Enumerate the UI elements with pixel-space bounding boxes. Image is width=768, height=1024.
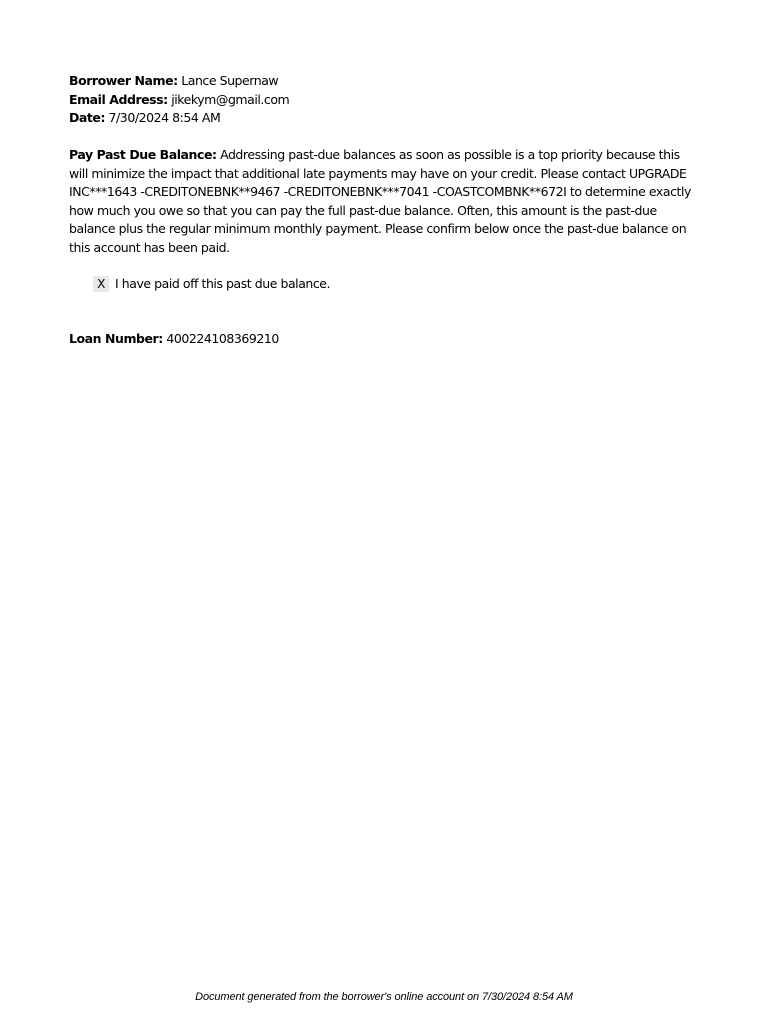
paid-checkbox-label: I have paid off this past due balance. [115,276,331,291]
past-due-text: Addressing past-due balances as soon as possible is a top priority because this will minimize the impact that additional late payments may have on your credit. Please contact UPGRADE INC***1643 -CREDITONEBNK**9467 -CREDITONEBNK***7041 -COASTCOMBNK**672I to determine exactly how much you owe so that you can pay the full past-due balance. Often, this amount is the past-due balance plus the regular minimum monthly payment. Please confirm below once the past-due balance on this account has been paid. [69,147,691,255]
loan-number-value: 400224108369210 [166,330,279,346]
date-line [69,109,699,128]
paid-checkbox[interactable]: X [93,276,109,292]
past-due-label: Pay Past Due Balance: [69,147,217,162]
borrower-name-line [69,72,699,91]
date-label: Date: [69,110,106,125]
paid-confirmation-row[interactable] [93,275,699,294]
document-body [69,72,699,348]
email-label: Email Address: [69,91,168,107]
document-footer: Document generated from the borrower's online account on 7/30/2024 8:54 AM [195,991,573,1003]
past-due-paragraph [69,146,699,257]
loan-number-label: Loan Number: [69,330,163,346]
date-value: 7/30/2024 8:54 AM [108,110,221,125]
email-value: jikekym@gmail.com [171,91,290,107]
loan-number-line [69,330,699,349]
borrower-name-label: Borrower Name: [69,73,178,88]
borrower-name-value: Lance Supernaw [181,73,279,88]
email-line [69,91,699,110]
